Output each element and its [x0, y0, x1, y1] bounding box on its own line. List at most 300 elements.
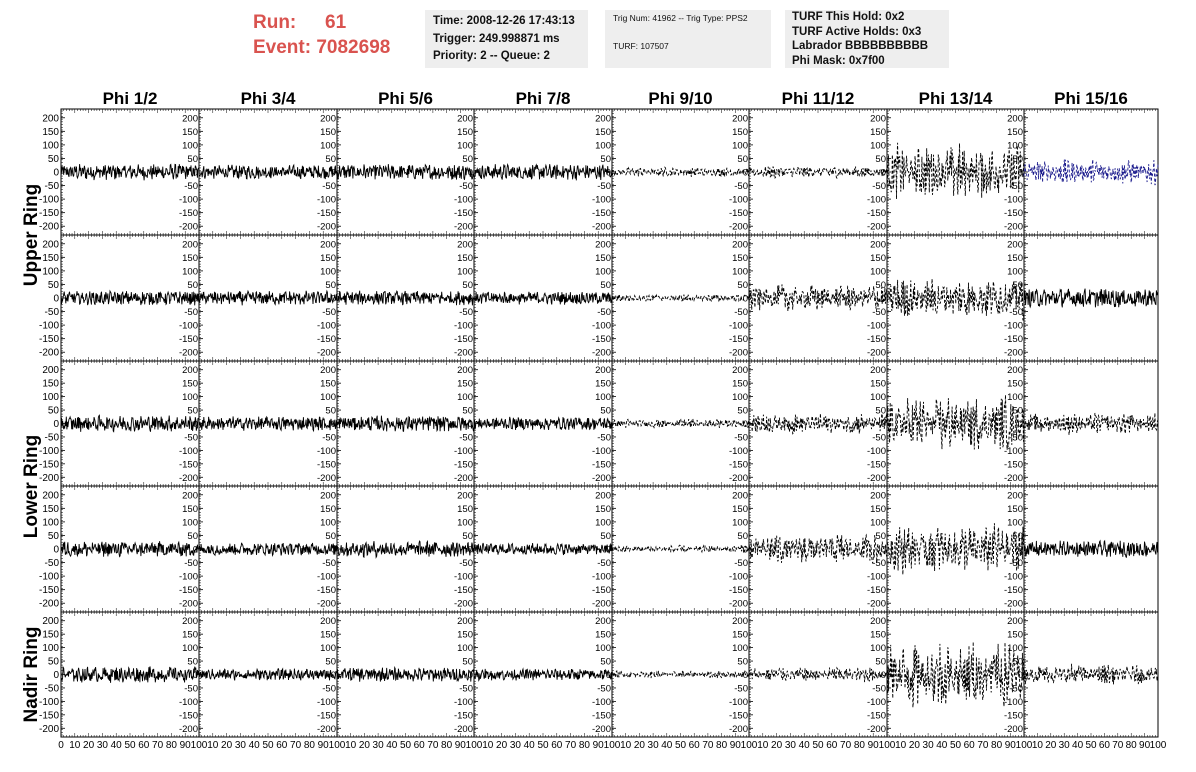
y-tick-label: 50: [600, 530, 611, 542]
y-tick-label: 150: [870, 126, 886, 138]
y-tick-label: 150: [870, 378, 886, 390]
y-tick-label: -200: [178, 598, 198, 610]
y-tick-label: 150: [457, 126, 473, 138]
y-tick-label: -150: [591, 208, 611, 220]
y-tick-label: -50: [1009, 307, 1023, 319]
y-tick-label: 0: [742, 419, 748, 430]
y-tick-label: -50: [872, 307, 886, 319]
y-tick-label: 50: [737, 153, 748, 165]
y-tick-label: -50: [872, 432, 886, 444]
y-tick-label: 0: [467, 419, 473, 430]
y-tick-label: 100: [320, 392, 336, 404]
y-tick-label: -50: [322, 181, 336, 193]
y-tick-label: 150: [182, 252, 198, 264]
y-tick-label: 200: [595, 113, 611, 125]
y-tick-label: 50: [187, 279, 198, 291]
y-tick-label: -150: [178, 334, 198, 346]
waveform-trace: [749, 167, 887, 179]
y-tick-label: -150: [453, 208, 473, 220]
y-tick-label: 150: [595, 126, 611, 138]
y-tick-label: 50: [462, 405, 473, 417]
waveform-trace: [887, 279, 1024, 320]
y-tick-label: 200: [457, 365, 473, 377]
waveform-trace: [61, 541, 199, 557]
y-tick-label: 150: [732, 378, 748, 390]
y-tick-label: -100: [728, 320, 748, 332]
y-tick-label: -50: [734, 307, 748, 319]
y-tick-label: 150: [732, 252, 748, 264]
y-tick-label: -200: [453, 347, 473, 359]
y-tick-label: -50: [44, 432, 59, 444]
y-tick-label: -200: [316, 598, 336, 610]
y-tick-label: 100: [320, 140, 336, 152]
y-tick-label: -50: [597, 181, 611, 193]
y-tick-label: -50: [459, 432, 473, 444]
y-tick-label: -200: [38, 221, 59, 233]
y-tick-label: 100: [732, 517, 748, 529]
y-tick-label: -200: [728, 472, 748, 484]
y-tick-label: 50: [187, 153, 198, 165]
y-tick-label: 0: [742, 293, 748, 305]
y-tick-label: -100: [866, 445, 886, 457]
y-tick-label: -100: [316, 194, 336, 206]
y-tick-label: 0: [742, 167, 748, 179]
ring-label: Upper Ring: [21, 183, 42, 287]
y-tick-label: 50: [875, 405, 886, 417]
y-tick-label: -200: [728, 221, 748, 233]
y-tick-label: -200: [1003, 347, 1023, 359]
y-tick-label: 100: [42, 266, 59, 278]
y-tick-label: 100: [870, 140, 886, 152]
y-tick-label: -100: [38, 320, 59, 332]
y-tick-label: -150: [728, 208, 748, 220]
y-tick-label: 200: [732, 490, 748, 502]
event-value: 7082698: [316, 37, 391, 58]
y-tick-label: -100: [453, 571, 473, 583]
y-tick-label: 0: [330, 544, 336, 556]
waveform-trace: [61, 291, 199, 305]
y-tick-label: -200: [866, 221, 886, 233]
y-tick-label: -100: [591, 320, 611, 332]
waveform-trace: [887, 143, 1024, 199]
y-tick-label: -50: [459, 558, 473, 570]
y-tick-label: 200: [595, 490, 611, 502]
y-tick-label: 150: [182, 126, 198, 138]
y-tick-label: 0: [1017, 419, 1023, 430]
y-tick-label: -150: [38, 459, 59, 471]
y-tick-label: 0: [330, 167, 336, 179]
y-tick-label: 200: [457, 490, 473, 502]
y-tick-label: -100: [591, 571, 611, 583]
y-tick-label: -100: [178, 571, 198, 583]
y-tick-label: 150: [320, 126, 336, 138]
y-tick-label: -100: [453, 320, 473, 332]
y-tick-label: -150: [453, 459, 473, 471]
waveform-trace: [1024, 160, 1158, 186]
y-tick-label: 0: [1017, 167, 1023, 179]
phi-mask-line: Phi Mask: 0x7f00: [792, 54, 885, 67]
y-tick-label: 150: [1007, 252, 1023, 264]
y-tick-label: 50: [325, 153, 336, 165]
y-tick-label: 200: [595, 239, 611, 251]
y-tick-label: -100: [1003, 320, 1023, 332]
y-tick-label: -100: [453, 194, 473, 206]
y-tick-label: -200: [1003, 221, 1023, 233]
y-tick-label: 150: [732, 126, 748, 138]
y-tick-label: 0: [192, 167, 198, 179]
y-tick-label: 100: [182, 266, 198, 278]
y-tick-label: 0: [605, 293, 611, 305]
y-tick-label: 100: [870, 266, 886, 278]
run-label: Run:: [253, 12, 297, 33]
y-tick-label: 150: [42, 252, 59, 264]
y-tick-label: -150: [1003, 334, 1023, 346]
y-tick-label: -200: [38, 598, 59, 610]
y-tick-label: 150: [42, 126, 59, 138]
turf-hold-line: TURF This Hold: 0x2: [792, 11, 905, 23]
waveform-trace: [612, 545, 749, 552]
y-tick-label: 50: [47, 279, 59, 291]
waveform-trace: [474, 164, 612, 180]
y-tick-label: 150: [182, 378, 198, 390]
y-tick-label: -50: [322, 307, 336, 319]
waveform-trace: [887, 395, 1024, 450]
waveform-trace: [749, 284, 887, 311]
y-tick-label: 200: [42, 113, 59, 125]
y-tick-label: -200: [591, 347, 611, 359]
y-tick-label: -100: [38, 445, 59, 457]
y-tick-label: -150: [728, 585, 748, 597]
y-tick-label: -50: [44, 181, 59, 193]
y-tick-label: -150: [1003, 459, 1023, 471]
y-tick-label: 200: [42, 239, 59, 251]
y-tick-label: -200: [178, 221, 198, 233]
y-tick-label: -150: [866, 459, 886, 471]
y-tick-label: 150: [457, 252, 473, 264]
y-tick-label: 150: [595, 503, 611, 515]
y-tick-label: -100: [1003, 194, 1023, 206]
y-tick-label: 0: [1017, 293, 1023, 305]
y-tick-label: -150: [866, 334, 886, 346]
y-tick-label: 200: [320, 113, 336, 125]
y-tick-label: -100: [453, 445, 473, 457]
y-tick-label: 0: [467, 167, 473, 179]
y-tick-label: -200: [591, 221, 611, 233]
y-tick-label: -150: [591, 585, 611, 597]
waveform-trace: [337, 164, 474, 180]
y-tick-label: 200: [42, 490, 59, 502]
y-tick-label: 50: [47, 153, 59, 165]
y-tick-label: 0: [467, 544, 473, 556]
ring-label: Lower Ring: [21, 434, 42, 539]
y-tick-label: 100: [732, 266, 748, 278]
time-line: Time: 2008-12-26 17:43:13: [433, 15, 575, 27]
turf-active-line: TURF Active Holds: 0x3: [792, 25, 922, 38]
waveform-trace: [1024, 289, 1158, 308]
y-tick-label: -50: [44, 558, 59, 570]
column-header: Phi 15/16: [1054, 89, 1128, 108]
y-tick-label: 200: [1007, 365, 1023, 377]
y-tick-label: 150: [42, 378, 59, 390]
y-tick-label: -200: [1003, 472, 1023, 484]
y-tick-label: -100: [866, 194, 886, 206]
y-tick-label: 0: [880, 293, 886, 305]
y-tick-label: 200: [1007, 113, 1023, 125]
y-tick-label: 200: [320, 490, 336, 502]
y-tick-label: 100: [595, 392, 611, 404]
y-tick-label: -200: [178, 472, 198, 484]
y-tick-label: -200: [316, 472, 336, 484]
y-tick-label: -100: [316, 571, 336, 583]
y-tick-label: 100: [457, 392, 473, 404]
column-header: Phi 1/2: [102, 89, 158, 108]
y-tick-label: 100: [870, 392, 886, 404]
waveform-trace: [61, 415, 199, 432]
y-tick-label: 0: [53, 167, 59, 179]
y-tick-label: 100: [182, 392, 198, 404]
column-header: Phi 11/12: [781, 89, 855, 108]
y-tick-label: -100: [38, 194, 59, 206]
waveform-trace: [199, 291, 337, 306]
y-tick-label: -100: [316, 320, 336, 332]
waveform-trace: [199, 543, 337, 556]
labrador-line: Labrador BBBBBBBBBB: [792, 40, 929, 52]
y-tick-label: 50: [325, 405, 336, 417]
y-tick-label: 150: [42, 503, 59, 515]
y-tick-label: -200: [38, 472, 59, 484]
y-tick-label: 0: [53, 293, 59, 305]
y-tick-label: 50: [462, 153, 473, 165]
y-tick-label: 50: [187, 405, 198, 417]
y-tick-label: 100: [457, 140, 473, 152]
y-tick-label: -200: [453, 472, 473, 484]
y-tick-label: 200: [182, 113, 198, 125]
y-tick-label: 100: [42, 517, 59, 529]
y-tick-label: 50: [325, 530, 336, 542]
y-tick-label: 200: [595, 365, 611, 377]
y-tick-label: -150: [316, 208, 336, 220]
y-tick-label: 100: [42, 140, 59, 152]
y-tick-label: -200: [728, 598, 748, 610]
y-tick-label: -100: [866, 320, 886, 332]
y-tick-label: -150: [728, 334, 748, 346]
y-tick-label: -150: [178, 208, 198, 220]
y-tick-label: 150: [870, 252, 886, 264]
y-tick-label: -100: [728, 571, 748, 583]
turf-line: TURF: 107507: [613, 41, 669, 51]
waveform-trace: [1024, 413, 1158, 435]
y-tick-label: -50: [459, 181, 473, 193]
y-tick-label: 0: [330, 419, 336, 430]
waveform-trace: [612, 295, 749, 302]
y-tick-label: 100: [320, 517, 336, 529]
y-tick-label: 0: [880, 419, 886, 430]
y-tick-label: 50: [600, 279, 611, 291]
y-tick-label: -100: [728, 445, 748, 457]
y-tick-label: 50: [325, 279, 336, 291]
y-tick-label: 50: [1012, 153, 1023, 165]
y-tick-label: 150: [595, 378, 611, 390]
y-tick-label: 200: [182, 490, 198, 502]
y-tick-label: -100: [38, 571, 59, 583]
y-tick-label: 50: [737, 530, 748, 542]
y-tick-label: 200: [1007, 239, 1023, 251]
y-tick-label: 200: [457, 239, 473, 251]
y-tick-label: -100: [728, 194, 748, 206]
y-tick-label: 100: [1007, 266, 1023, 278]
y-tick-label: -50: [184, 307, 198, 319]
y-tick-label: 50: [1012, 405, 1023, 417]
y-tick-label: -150: [178, 459, 198, 471]
y-tick-label: -150: [453, 334, 473, 346]
y-tick-label: 0: [467, 293, 473, 305]
y-tick-label: 150: [320, 503, 336, 515]
waveform-trace: [61, 164, 199, 180]
y-tick-label: 50: [1012, 279, 1023, 291]
y-tick-label: 50: [875, 279, 886, 291]
y-tick-label: 0: [192, 293, 198, 305]
y-tick-label: 200: [320, 239, 336, 251]
y-tick-label: 200: [732, 239, 748, 251]
priority-line: Priority: 2 -- Queue: 2: [433, 50, 550, 62]
y-tick-label: 150: [320, 252, 336, 264]
y-tick-label: -150: [38, 585, 59, 597]
y-tick-label: -150: [453, 585, 473, 597]
y-tick-label: 50: [462, 279, 473, 291]
y-tick-label: 0: [742, 544, 748, 556]
y-tick-label: 0: [605, 544, 611, 556]
waveform-trace: [474, 543, 612, 555]
y-tick-label: -150: [316, 334, 336, 346]
y-tick-label: 0: [53, 544, 59, 556]
y-tick-label: -200: [866, 472, 886, 484]
y-tick-label: 100: [457, 517, 473, 529]
waveform-trace: [474, 417, 612, 430]
y-tick-label: -200: [38, 347, 59, 359]
y-tick-label: -50: [184, 558, 198, 570]
y-tick-label: 150: [1007, 126, 1023, 138]
y-tick-label: -50: [597, 432, 611, 444]
y-tick-label: -150: [178, 585, 198, 597]
y-tick-label: -200: [453, 598, 473, 610]
y-tick-label: -150: [316, 459, 336, 471]
y-tick-label: -150: [591, 334, 611, 346]
y-tick-label: 200: [870, 365, 886, 377]
y-tick-label: 0: [605, 167, 611, 179]
y-tick-label: -150: [591, 459, 611, 471]
y-tick-label: 200: [457, 113, 473, 125]
y-tick-label: -150: [728, 459, 748, 471]
y-tick-label: -50: [1009, 432, 1023, 444]
y-tick-label: 150: [320, 378, 336, 390]
y-tick-label: 200: [870, 113, 886, 125]
y-tick-label: 200: [732, 113, 748, 125]
y-tick-label: -50: [44, 307, 59, 319]
y-tick-label: 200: [320, 365, 336, 377]
y-tick-label: -100: [591, 445, 611, 457]
y-tick-label: -100: [1003, 445, 1023, 457]
y-tick-label: -150: [38, 334, 59, 346]
y-tick-label: -200: [591, 598, 611, 610]
y-tick-label: 200: [870, 239, 886, 251]
y-tick-label: 100: [457, 266, 473, 278]
column-header: Phi 9/10: [648, 89, 713, 108]
y-tick-label: -50: [322, 432, 336, 444]
y-tick-label: -200: [178, 347, 198, 359]
y-tick-label: 100: [1007, 392, 1023, 404]
y-tick-label: 100: [595, 517, 611, 529]
y-tick-label: -200: [591, 472, 611, 484]
trigger-line: Trigger: 249.998871 ms: [433, 32, 560, 45]
y-tick-label: 100: [732, 392, 748, 404]
y-tick-label: -200: [866, 347, 886, 359]
y-tick-label: -50: [184, 181, 198, 193]
waveform-trace: [612, 167, 749, 177]
y-tick-label: -100: [316, 445, 336, 457]
waveform-trace: [337, 291, 474, 306]
y-tick-label: 0: [880, 167, 886, 179]
y-tick-label: 0: [53, 419, 59, 430]
y-tick-label: -100: [178, 194, 198, 206]
y-tick-label: 200: [732, 365, 748, 377]
y-tick-label: 100: [732, 140, 748, 152]
y-tick-label: -50: [872, 181, 886, 193]
column-header: Phi 13/14: [918, 89, 993, 108]
y-tick-label: -150: [1003, 208, 1023, 220]
y-tick-label: -50: [734, 181, 748, 193]
y-tick-label: 200: [182, 239, 198, 251]
y-tick-label: 150: [595, 252, 611, 264]
y-tick-label: -200: [728, 347, 748, 359]
y-tick-label: -50: [734, 558, 748, 570]
column-header: Phi 7/8: [515, 89, 571, 108]
y-tick-label: -50: [597, 307, 611, 319]
run-value: 61: [325, 12, 347, 33]
y-tick-label: 150: [457, 378, 473, 390]
waveform-trace: [749, 413, 887, 434]
y-tick-label: 0: [192, 419, 198, 430]
y-tick-label: 200: [42, 365, 59, 377]
y-tick-label: -200: [453, 221, 473, 233]
waveform-trace: [612, 419, 749, 428]
y-tick-label: 0: [192, 544, 198, 556]
y-tick-label: -50: [322, 558, 336, 570]
y-tick-label: -100: [178, 445, 198, 457]
y-tick-label: 100: [42, 392, 59, 404]
y-tick-label: -50: [597, 558, 611, 570]
y-tick-label: 50: [600, 153, 611, 165]
y-tick-label: 100: [595, 140, 611, 152]
y-tick-label: 50: [47, 405, 59, 417]
y-tick-label: 100: [182, 517, 198, 529]
y-tick-label: 50: [737, 405, 748, 417]
y-tick-label: 150: [182, 503, 198, 515]
y-tick-label: 50: [737, 279, 748, 291]
y-tick-label: -100: [178, 320, 198, 332]
y-tick-label: -200: [316, 221, 336, 233]
event-label: Event:: [253, 37, 312, 58]
waveform-trace: [199, 165, 337, 179]
y-tick-label: 100: [1007, 140, 1023, 152]
y-tick-label: 150: [732, 503, 748, 515]
y-tick-label: 50: [600, 405, 611, 417]
y-tick-label: 0: [330, 293, 336, 305]
y-tick-label: -150: [316, 585, 336, 597]
y-tick-label: 150: [457, 503, 473, 515]
column-header: Phi 3/4: [240, 89, 296, 108]
y-tick-label: -50: [184, 432, 198, 444]
y-tick-label: 100: [595, 266, 611, 278]
